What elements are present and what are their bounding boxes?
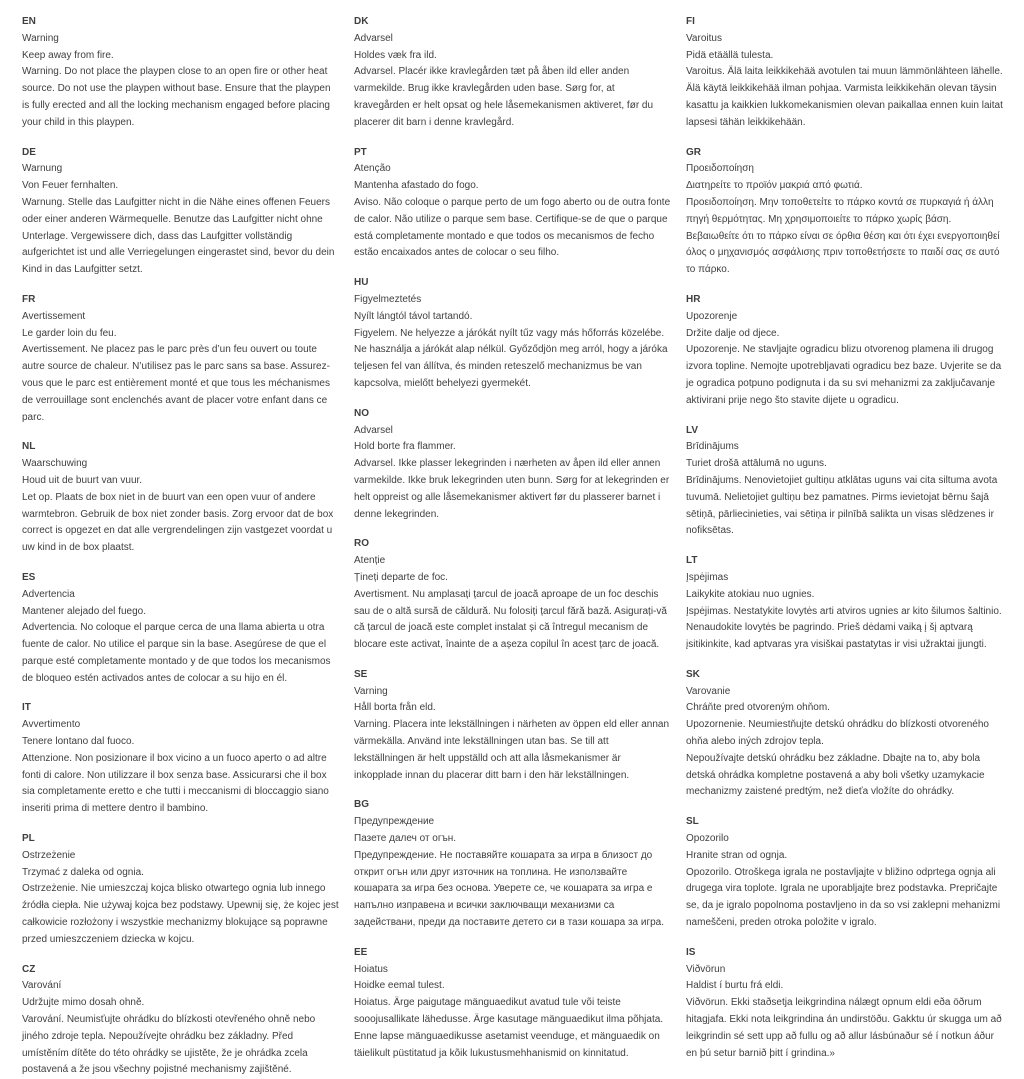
lang-warning-block <box>354 945 671 1063</box>
warning-body <box>686 342 1003 409</box>
lang-code-label: FR <box>22 293 36 305</box>
warning-subtitle: Keep away from fire. <box>22 49 114 61</box>
lang-warning-block <box>686 145 1003 279</box>
warning-body <box>686 717 1003 801</box>
warning-subtitle: Pidä etäällä tulesta. <box>686 49 774 61</box>
warning-subtitle: Holdes væk fra ild. <box>354 49 437 61</box>
lang-code-label: IT <box>22 702 31 714</box>
warning-body <box>354 64 671 131</box>
warning-subtitle: Laikykite atokiau nuo ugnies. <box>686 588 815 600</box>
warning-body-paragraph: Upozornenie. Neumiestňujte detskú ohrádku do blízkosti otvoreného ohňa alebo iných zdrojov tepla. <box>686 719 989 748</box>
warning-title: Upozorenje <box>686 310 738 322</box>
warning-body <box>686 64 1003 131</box>
lang-code-label: DK <box>354 16 369 27</box>
warning-subtitle: Mantener alejado del fuego. <box>22 605 146 617</box>
lang-warning-block <box>22 14 339 132</box>
warning-title: Įspėjimas <box>686 571 729 583</box>
warning-title: Warnung <box>22 163 63 175</box>
warning-title: Viðvörun <box>686 963 726 975</box>
warning-title: Atenție <box>354 555 386 567</box>
warning-body <box>686 195 1003 279</box>
lang-code-label: NL <box>22 441 36 453</box>
warning-body-paragraph: Advertencia. No coloque el parque cerca de una llama abierta u otra fuente de calor. No utilice el parque sin la base. Asegúrese de que el parque esté completamente montado y de que todos los mecanismos de bloqueo estén activados antes de colocar a su hijo en él. <box>22 622 331 684</box>
lang-code-label: CZ <box>22 963 36 975</box>
warning-body-paragraph: Avertisment. Nu amplasați țarcul de joacă aproape de un foc deschis sau de o altă sursă de căldură. Nu folosiți țarcul fără bază. Asigurați-vă că țarcul de joacă este complet instalat și că întregul mecanism de blocare este activat, înainte de a așeza copilul în acest țarc de joacă. <box>354 588 667 651</box>
lang-warning-block <box>22 962 339 1079</box>
lang-code-label: SL <box>686 816 699 828</box>
warning-body <box>354 995 671 1062</box>
warning-body-paragraph: Aviso. Não coloque o parque perto de um fogo aberto ou de outra fonte de calor. Não utilize o parque sem base. Certifique-se de que o parque está completamente montado e que todos os mecanismos de fecho estão encaixados antes de colocar o seu filho. <box>354 196 671 259</box>
lang-code-label: ES <box>22 571 36 583</box>
warning-title: Atenção <box>354 163 391 175</box>
warning-subtitle: Le garder loin du feu. <box>22 327 117 339</box>
warning-subtitle: Διατηρείτε το προϊόν μακριά από φωτιά. <box>686 180 863 192</box>
warning-subtitle: Пазете далеч от огън. <box>354 833 457 845</box>
lang-code-label: EE <box>354 946 368 958</box>
lang-code-label: GR <box>686 146 701 158</box>
warning-body <box>22 195 339 279</box>
warning-body <box>686 473 1003 540</box>
warning-body <box>354 326 671 393</box>
lang-warning-block <box>686 553 1003 654</box>
warning-title: Предупреждение <box>354 816 435 828</box>
lang-code-label: HU <box>354 277 369 289</box>
warning-subtitle: Trzymać z daleka od ognia. <box>22 866 144 878</box>
lang-warning-block <box>354 797 671 931</box>
warning-subtitle: Hranite stran od ognja. <box>686 849 788 861</box>
warning-body-paragraph: Opozorilo. Otroškega igrala ne postavljajte v bližino odprtega ognja ali drugega vira toplote. Igrala ne uporabljajte brez podstavka. Prepričajte se, da je igralo popolnoma postavljeno in da so vsi zaklepni mehanizmi nameščeni, preden otroka položite v igralo. <box>686 866 1001 929</box>
warning-body-paragraph: Įspėjimas. Nestatykite lovytės arti atviros ugnies ar kito šilumos šaltinio. Nenaudokite lovytės be pagrindo. Prieš dėdami vaiką į šį aptvarą įsitikinkite, kad aptvaras yra visiškai pastatytas ir visi užraktai įjungti. <box>686 605 1002 651</box>
warning-title: Hoiatus <box>354 963 388 975</box>
warning-body <box>22 881 339 948</box>
warning-body <box>354 456 671 523</box>
warning-subtitle: Haldist í burtu frá eldi. <box>686 980 784 992</box>
warning-body-paragraph: Varning. Placera inte lekställningen i närheten av öppen eld eller annan värmekälla. Använd inte lekställningen utan bas. Se till att lekställningen är helt uppställd och att alla låsmekanismer är inkopplade innan du placerar ditt barn i den här lekställningen. <box>354 719 670 781</box>
warning-subtitle: Držite dalje od djece. <box>686 327 780 339</box>
warning-subtitle: Von Feuer fernhalten. <box>22 180 119 192</box>
warning-title: Avvertimento <box>22 719 81 731</box>
lang-warning-block <box>686 14 1003 132</box>
warning-title: Brīdinājums <box>686 441 739 453</box>
warning-body <box>22 342 339 426</box>
warning-body <box>22 751 339 818</box>
lang-code-label: NO <box>354 407 369 419</box>
warning-body-paragraph: Ostrzeżenie. Nie umieszczaj kojca blisko otwartego ognia lub innego źródła ciepła. Nie używaj kojca bez podstawy. Upewnij się, że kojec jest całkowicie rozłożony i wszystkie mechanizmy blokujące są poprawne przed umieszczeniem dziecka w kojcu. <box>22 883 339 945</box>
warning-subtitle: Hoidke eemal tulest. <box>354 980 445 992</box>
warning-body <box>22 620 339 687</box>
warning-body-paragraph: Warnung. Stelle das Laufgitter nicht in die Nähe eines offenen Feuers oder einer anderen Wärmequelle. Benutze das Laufgitter nicht ohne Unterlage. Vergewissere dich, dass das Laufgitter vollständig aufgerichtet ist und alle Verriegelungen eingerastet sind, bevor du dein Kind in das Laufgitter setzt. <box>22 196 335 276</box>
lang-warning-block <box>22 292 339 426</box>
lang-warning-block <box>354 14 671 132</box>
lang-code-label: EN <box>22 16 36 27</box>
warning-subtitle: Chráňte pred otvoreným ohňom. <box>686 702 830 714</box>
warning-column-1 <box>22 14 339 1076</box>
lang-warning-block <box>22 831 339 949</box>
warning-title: Figyelmeztetés <box>354 293 422 305</box>
warning-body <box>354 587 671 654</box>
lang-warning-block <box>22 570 339 688</box>
warning-body-paragraph: Varoitus. Älä laita leikkikehää avotulen tai muun lämmönlähteen lähelle. Älä käytä leikkikehää ilman pohjaa. Varmista leikkikehän olevan täysin kasattu ja kaikkien lukkomekanismien olevan paikallaa ennen kuin laitat lapsesi tähän leikkikehään. <box>686 66 1003 128</box>
lang-warning-block <box>354 536 671 654</box>
lang-warning-block <box>686 945 1003 1063</box>
warning-body-paragraph: Advarsel. Placér ikke kravlegården tæt på åben ild eller anden varmekilde. Brug ikke kravlegården uden base. Sørg for, at kravegården er helt opsat og hele låsemekanismen aktiveret, før du placerer dit barn i denne kravlegård. <box>354 66 654 128</box>
warning-subtitle: Håll borta från eld. <box>354 702 436 714</box>
warning-title: Ostrzeżenie <box>22 849 76 861</box>
warning-title: Varování <box>22 980 62 992</box>
warning-body-paragraph: Avertissement. Ne placez pas le parc près d’un feu ouvert ou toute autre source de chaleur. N’utilisez pas le parc sans sa base. Assurez-vous que le parc est entièrement monté et que tous les méchanismes de verrouillage sont enclenchés avant de placer votre enfant dans ce parc. <box>22 344 330 423</box>
warning-title: Varoitus <box>686 32 722 44</box>
lang-warning-block <box>22 439 339 557</box>
warning-title: Waarschuwing <box>22 458 88 470</box>
warning-column-2 <box>354 14 671 1059</box>
lang-warning-block <box>22 145 339 279</box>
warning-body-paragraph: Nepoužívajte detskú ohrádku bez základne. Dbajte na to, aby bola detská ohrádka kompletne postavená a aby boli všetky uzamykacie mechanizmy zaistené predtým, než dieťa vložíte do ohrádky. <box>686 752 985 798</box>
warning-subtitle: Houd uit de buurt van vuur. <box>22 474 143 486</box>
lang-warning-block <box>686 667 1003 801</box>
lang-warning-block <box>354 406 671 524</box>
lang-code-label: SK <box>686 668 700 680</box>
warning-title: Προειδοποίηση <box>686 163 754 175</box>
lang-code-label: PT <box>354 146 367 158</box>
warning-title: Avertissement <box>22 310 86 322</box>
lang-code-label: RO <box>354 538 369 550</box>
warning-title: Advarsel <box>354 424 393 436</box>
warning-subtitle: Țineți departe de foc. <box>354 571 448 583</box>
warning-body <box>22 1012 339 1079</box>
warning-title: Advertencia <box>22 588 75 600</box>
warning-title: Varning <box>354 685 388 697</box>
warning-body <box>686 604 1003 654</box>
lang-code-label: LV <box>686 424 699 436</box>
lang-warning-block <box>354 275 671 393</box>
warning-body <box>354 717 671 784</box>
warning-body <box>686 865 1003 932</box>
warning-subtitle: Nyílt lángtól távol tartandó. <box>354 310 473 322</box>
warning-body-paragraph: Προειδοποίηση. Μην τοποθετείτε το πάρκο κοντά σε πυρκαγιά ή άλλη πηγή θερμότητας. Μη χρησιμοποιείτε το πάρκο χωρίς βάση. Βεβαιωθείτε ότι το πάρκο είναι σε όρθια θέση και ότι έχει ενεργοποιηθεί όλος ο μηχανισμός ασφάλισης πριν τοποθετήσετε το παιδί σας σε αυτό το πάρκο. <box>686 196 1000 276</box>
lang-code-label: BG <box>354 799 369 811</box>
warning-body-paragraph: Warning. Do not place the playpen close to an open fire or other heat source. Do not use the playpen without base. Ensure that the playpen is fully erected and all the locking mechanism engaged before placing your child in this playpen. <box>22 66 331 128</box>
lang-warning-block <box>22 700 339 818</box>
warning-body-paragraph: Varování. Neumisťujte ohrádku do blízkosti otevřeného ohně nebo jiného zdroje tepla. Nepoužívejte ohrádku bez základny. Před umístěním dítěte do této ohrádky se ujistěte, že je ohrádka zcela postavená a že jsou všechny pojistné mechanismy zajištěné. <box>22 1014 316 1076</box>
warning-body-paragraph: Предупреждение. Не поставяйте кошарата за игра в близост до открит огън или друг източник на топлина. Не използвайте кошарата за игра без основа. Уверете се, че кошарата за игра е напълно изправена и всички заключващи механизми са задействани, преди да поставите детето си в тази кошара за игра. <box>354 849 665 929</box>
warning-subtitle: Turiet drošā attālumā no uguns. <box>686 458 827 470</box>
lang-code-label: FI <box>686 16 695 27</box>
warning-title: Varovanie <box>686 685 731 697</box>
warning-subtitle: Tenere lontano dal fuoco. <box>22 736 135 748</box>
warning-subtitle: Udržujte mimo dosah ohně. <box>22 997 145 1009</box>
warning-title: Advarsel <box>354 32 393 44</box>
lang-warning-block <box>686 814 1003 932</box>
lang-code-label: HR <box>686 293 701 305</box>
warning-body <box>354 195 671 262</box>
warning-title: Opozorilo <box>686 833 729 845</box>
warning-body-paragraph: Attenzione. Non posizionare il box vicino a un fuoco aperto o ad altre fonti di calore. Non utilizzare il box senza base. Assicurarsi che il box sia completamente eretto e che tutti i meccanismi di bloccaggio siano inseriti prima di mettere dentro il bambino. <box>22 752 329 815</box>
warning-body-paragraph: Hoiatus. Ärge paigutage mänguaedikut avatud tule või teiste sooojusallikate lähedusse. Ärge kasutage mänguaedikut ilma põhjata. Enne lapse mänguaedikusse asetamist veenduge, et mänguaedik on täielikult püstitatud ja kõik lukustusmehhanismid on kinnitatud. <box>354 997 664 1059</box>
lang-code-label: IS <box>686 946 696 958</box>
warning-body <box>22 490 339 557</box>
lang-code-label: DE <box>22 146 36 158</box>
lang-warning-block <box>686 292 1003 410</box>
warning-body-paragraph: Upozorenje. Ne stavljajte ogradicu blizu otvorenog plamena ili drugog izvora topline. Nemojte upotrebljavati ogradicu bez baze. Uvjerite se da je ogradica potpuno podignuta i da su svi mehanizmi za zaključavanje aktivirani prije nego što stavite dijete u ogradicu. <box>686 344 1002 406</box>
warning-body-paragraph: Advarsel. Ikke plasser lekegrinden i nærheten av åpen ild eller annen varmekilde. Ikke bruk lekegrinden uten bunn. Sørg for at lekegrinden er helt oppreist og alle låsemekanismer aktivert før du plasserer barnet i denne lekegrinden. <box>354 458 670 520</box>
warning-body-paragraph: Figyelem. Ne helyezze a járókát nyílt tűz vagy más hőforrás közelébe. Ne használja a járókát alap nélkül. Győződjön meg arról, hogy a járóka teljesen fel van állítva, és minden reteszelő mechanizmus be van kapcsolva, mielőtt behelyezi gyermekét. <box>354 327 668 389</box>
warning-body-paragraph: Viðvörun. Ekki staðsetja leikgrindina nálægt opnum eldi eða öðrum hitagjafa. Ekki nota leikgrindina án undirstöðu. Gakktu úr skugga um að leikgrindin sé sett upp að fullu og að allur lásbúnaður sé í notkun áður en þú setur barnið þitt í grindina.» <box>686 997 1002 1059</box>
warning-body-paragraph: Let op. Plaats de box niet in de buurt van een open vuur of andere warmtebron. Gebruik de box niet zonder basis. Zorg ervoor dat de box correct is opgezet en dat alle vergrendelingen zijn vastgezet voordat u uw kind in de box plaatst. <box>22 491 334 554</box>
warning-body <box>354 848 671 932</box>
lang-warning-block <box>686 423 1003 541</box>
lang-warning-block <box>354 667 671 785</box>
warning-column-3 <box>686 14 1003 1059</box>
warning-body-paragraph: Brīdinājums. Nenovietojiet gultiņu atklātas uguns vai cita siltuma avota tuvumā. Nelietojiet gultiņu bez pamatnes. Pirms ievietojat bērnu šajā sētiņā, pārliecinieties, vai sētiņa ir pilnībā salikta un visas slēdzenes ir nofiksētas. <box>686 474 998 537</box>
warning-body <box>22 64 339 131</box>
warning-subtitle: Mantenha afastado do fogo. <box>354 180 479 192</box>
lang-code-label: SE <box>354 668 368 680</box>
warning-subtitle: Hold borte fra flammer. <box>354 441 456 453</box>
lang-code-label: PL <box>22 833 35 845</box>
warning-body <box>686 995 1003 1062</box>
lang-code-label: LT <box>686 555 698 567</box>
warning-title: Warning <box>22 32 59 44</box>
lang-warning-block <box>354 145 671 263</box>
